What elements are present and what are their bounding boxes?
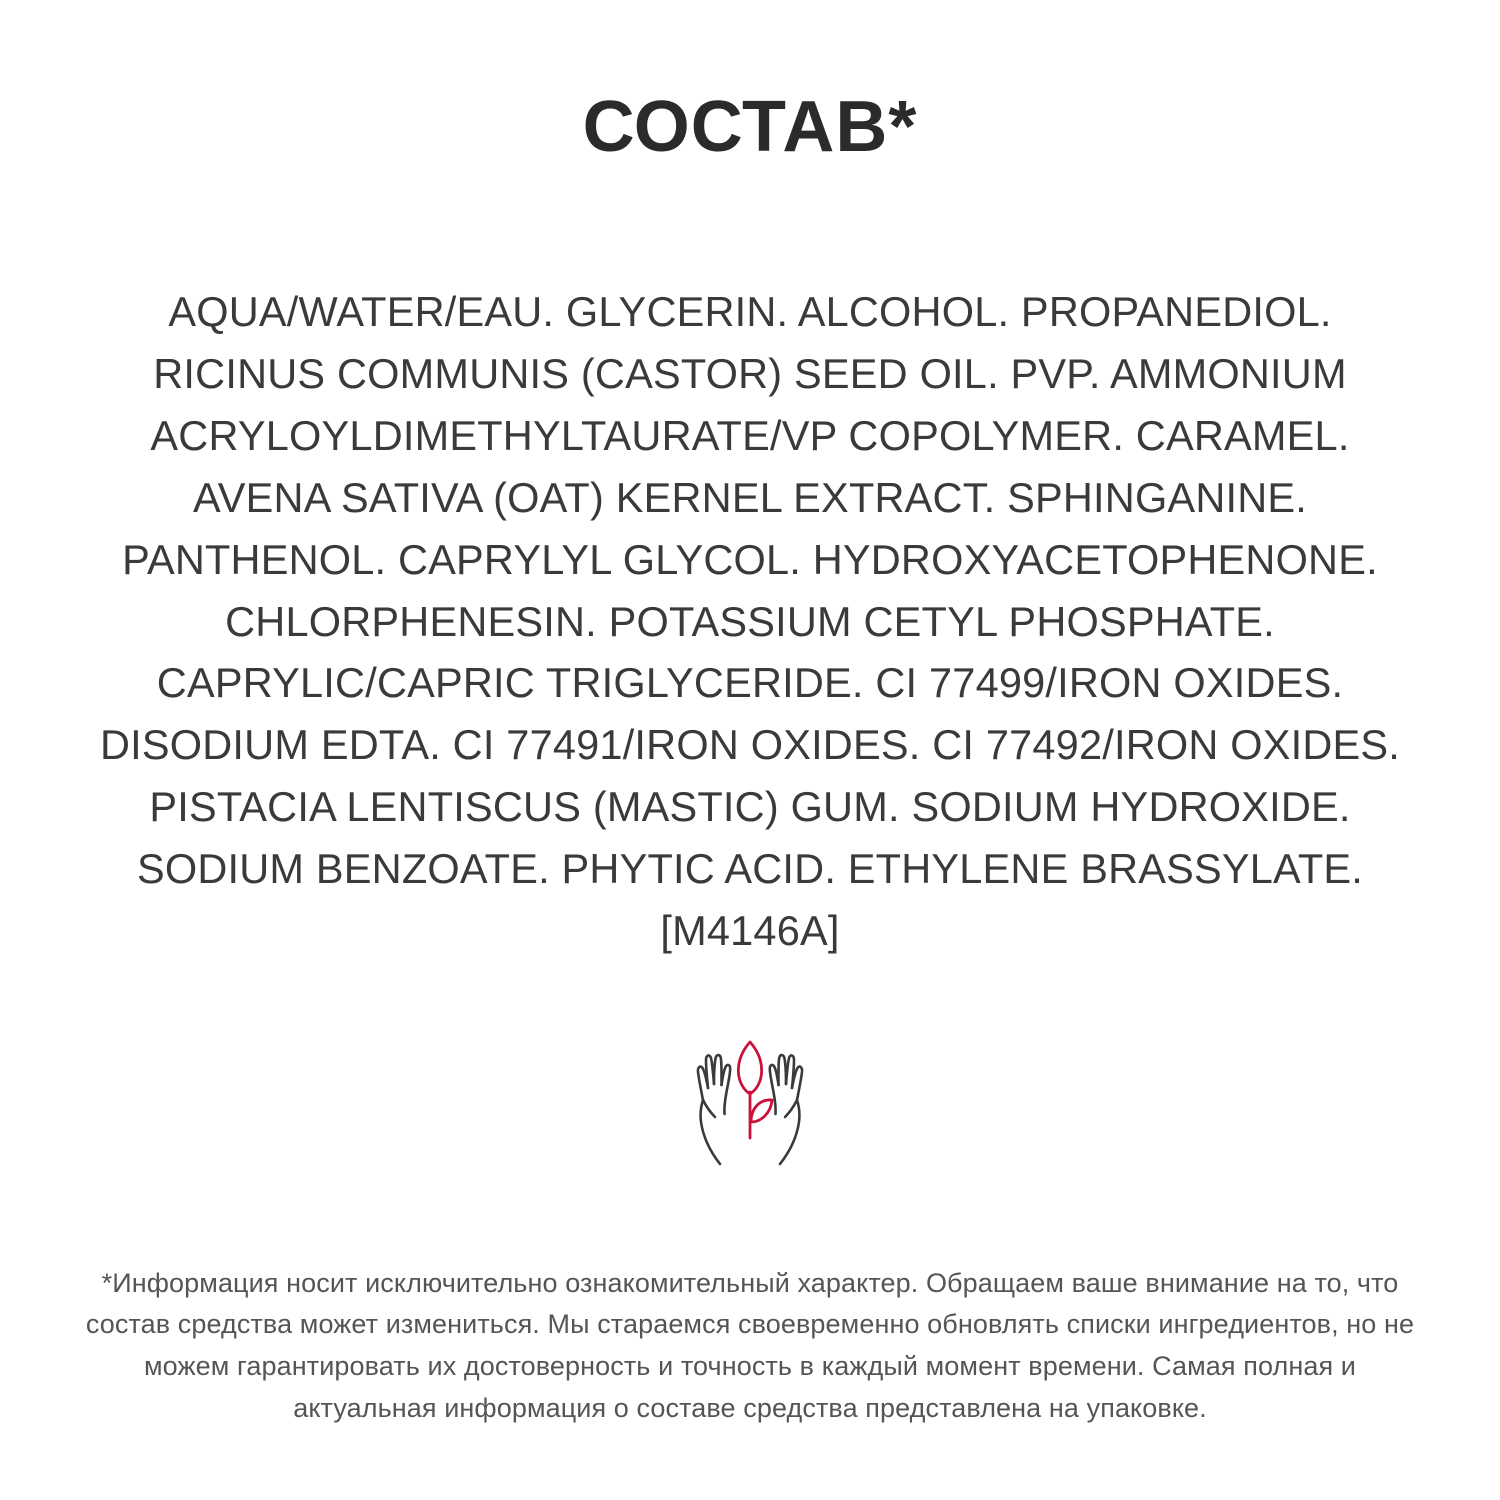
- page-title: СОСТАВ*: [582, 87, 918, 167]
- disclaimer-text: *Информация носит исключительно ознакомительный характер. Обращаем ваше внимание на то, что состав средства может измениться. Мы стараемся своевременно обновлять списки ингредиентов, но не можем гарантировать их достоверность и точность в каждый момент времени. Самая полная и актуальная информация о составе средства представлена на упаковке.: [85, 1267, 1415, 1424]
- hands-holding-leaves-icon: [665, 1014, 835, 1184]
- ingredients-list: AQUA/WATER/EAU. GLYCERIN. ALCOHOL. PROPANEDIOL. RICINUS COMMUNIS (CASTOR) SEED OIL. PVP. AMMONIUM ACRYLOYLDIMETHYLTAURATE/VP COPOLYMER. CARAMEL. AVENA SATIVA (OAT) KERNEL EXTRACT. SPHINGANINE. PANTHENOL. CAPRYLYL GLYCOL. HYDROXYACETOPHENONE. CHLORPHENESIN. POTASSIUM CETYL PHOSPHATE. CAPRYLIC/CAPRIC TRIGLYCERIDE. CI 77499/IRON OXIDES. DISODIUM EDTA. CI 77491/IRON OXIDES. CI 77492/IRON OXIDES. PISTACIA LENTISCUS (MASTIC) GUM. SODIUM HYDROXIDE. SODIUM BENZOATE. PHYTIC ACID. ETHYLENE BRASSYLATE. [M4146A]: [99, 288, 1400, 954]
